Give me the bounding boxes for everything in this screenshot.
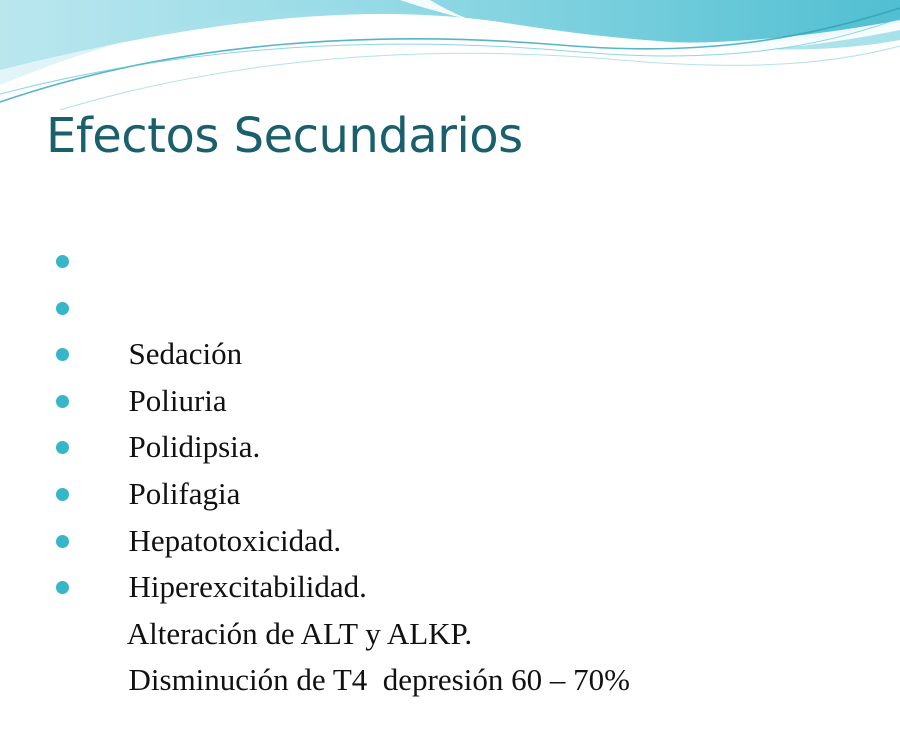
bullet-dot-icon (56, 348, 69, 361)
bullet-text: Hiperexcitabilidad. (128, 569, 367, 605)
bullet-dot-icon (56, 255, 69, 268)
slide-title: Efectos Secundarios (46, 108, 523, 164)
bullet-text: Poliuria (128, 382, 227, 418)
bullet-text: Alteración de ALT y ALKP. (126, 615, 473, 651)
bullet-dot-icon (56, 488, 69, 501)
bullet-text: Polifagia (128, 475, 241, 511)
bullet-dot-icon (56, 302, 69, 315)
bullet-item-sedacion (56, 238, 630, 372)
bullet-dot-icon (56, 535, 69, 548)
bullet-list (56, 238, 630, 698)
wave-band-main (0, 0, 900, 70)
bullet-dot-icon (56, 581, 69, 594)
bullet-dot-icon (56, 395, 69, 408)
bullet-text: Hepatotoxicidad. (128, 522, 342, 558)
bullet-text: Disminución de T4 depresión 60 – 70% (128, 662, 630, 698)
bullet-dot-icon (56, 441, 69, 454)
bullet-text: Polidipsia. (128, 429, 261, 465)
header-wave-decoration (0, 0, 900, 110)
bullet-text: Sedación (128, 336, 243, 372)
